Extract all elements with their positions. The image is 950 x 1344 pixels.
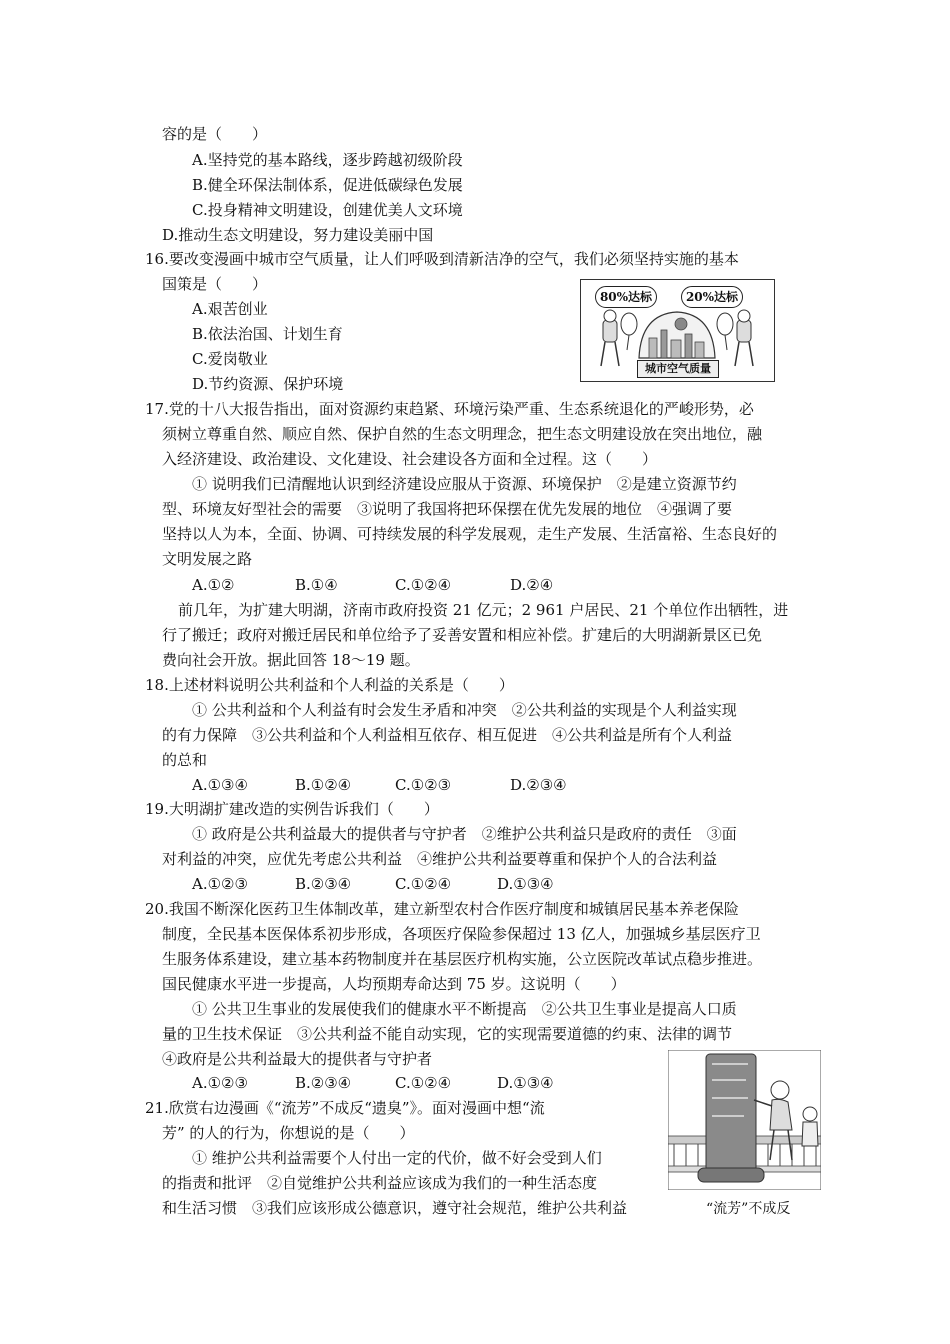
q15-option-b: B.健全环保法制体系，促进低碳绿色发展 — [192, 176, 463, 194]
q20-option-d: D.①③④ — [497, 1074, 554, 1092]
q21-statement-line1: ① 维护公共利益需要个人付出一定的代价，做不好会受到人们 — [192, 1149, 602, 1167]
cartoon-badge-80: 80%达标 — [595, 286, 657, 308]
q21-statement-line2: 的指责和批评 ②自觉维护公共利益应该成为我们的一种生活态度 — [162, 1174, 598, 1192]
q20-option-a: A.①②③ — [192, 1074, 248, 1092]
q17-option-b: B.①④ — [295, 576, 338, 594]
q21-statement-line3: 和生活习惯 ③我们应该形成公德意识，遵守社会规范，维护公共利益 — [162, 1199, 628, 1217]
cartoon-badge-20: 20%达标 — [681, 286, 743, 308]
q16-option-d: D.节约资源、保护环境 — [192, 375, 344, 393]
q20-stem-line3: 生服务体系建设，建立基本药物制度并在基层医疗机构实施，公立医院改革试点稳步推进。 — [162, 950, 763, 968]
q20-option-b: B.②③④ — [295, 1074, 352, 1092]
q18-stem: 18.上述材料说明公共利益和个人利益的关系是（ ） — [145, 676, 514, 694]
q19-option-a: A.①②③ — [192, 875, 248, 893]
q17-statement-line4: 文明发展之路 — [162, 550, 253, 568]
graffiti-cartoon-drawing — [668, 1050, 821, 1190]
material-line2: 行了搬迁；政府对搬迁居民和单位给予了妥善安置和相应补偿。扩建后的大明湖新景区已免 — [162, 626, 763, 644]
q19-option-b: B.②③④ — [295, 875, 352, 893]
q17-option-d: D.②④ — [510, 576, 554, 594]
q17-stem-line1: 17.党的十八大报告指出，面对资源约束趋紧、环境污染严重、生态系统退化的严峻形势，必 — [145, 400, 754, 418]
q20-stem-line2: 制度，全民基本医保体系初步形成，各项医疗保险参保超过 13 亿人，加强城乡基层医疗卫 — [162, 925, 761, 943]
q18-statement-line3: 的总和 — [162, 751, 208, 769]
q19-option-c: C.①②④ — [395, 875, 452, 893]
q17-option-c: C.①②④ — [395, 576, 452, 594]
q20-statement-line1: ① 公共卫生事业的发展使我们的健康水平不断提高 ②公共卫生事业是提高人口质 — [192, 1000, 737, 1018]
q17-statement-line1: ① 说明我们已清醒地认识到经济建设应服从于资源、环境保护 ②是建立资源节约 — [192, 475, 737, 493]
q19-statement-line1: ① 政府是公共利益最大的提供者与守护者 ②维护公共利益只是政府的责任 ③面 — [192, 825, 737, 843]
q16-option-b: B.依法治国、计划生育 — [192, 325, 343, 343]
q17-statement-line2: 型、环境友好型社会的需要 ③说明了我国将把环保摆在优先发展的地位 ④强调了要 — [162, 500, 733, 518]
q20-stem-line4: 国民健康水平进一步提高，人均预期寿命达到 75 岁。这说明（ ） — [162, 975, 626, 993]
q15-stem-tail: 容的是（ ） — [162, 125, 268, 143]
q18-option-d: D.②③④ — [510, 776, 567, 794]
q19-statement-line2: 对利益的冲突，应优先考虑公共利益 ④维护公共利益要尊重和保护个人的合法利益 — [162, 850, 718, 868]
material-line3: 费向社会开放。据此回答 18～19 题。 — [162, 651, 420, 669]
material-line1: 前几年，为扩建大明湖，济南市政府投资 21 亿元；2 961 户居民、21 个单位作出牺牲，进 — [178, 601, 789, 619]
q20-statement-line3: ④政府是公共利益最大的提供者与守护者 — [162, 1050, 433, 1068]
air-quality-cartoon — [580, 279, 775, 382]
q16-stem-line1: 16.要改变漫画中城市空气质量，让人们呼吸到清新洁净的空气，我们必须坚持实施的基本 — [145, 250, 739, 268]
graffiti-cartoon — [668, 1050, 821, 1190]
q17-statement-line3: 坚持以人为本，全面、协调、可持续发展的科学发展观，走生产发展、生活富裕、生态良好的 — [162, 525, 778, 543]
q18-option-a: A.①③④ — [192, 776, 248, 794]
q19-option-d: D.①③④ — [497, 875, 554, 893]
q16-stem-line2: 国策是（ ） — [162, 275, 268, 293]
q16-option-a: A.艰苦创业 — [192, 300, 268, 318]
q20-stem-line1: 20.我国不断深化医药卫生体制改革，建立新型农村合作医疗制度和城镇居民基本养老保险 — [145, 900, 739, 918]
q17-stem-line3: 入经济建设、政治建设、文化建设、社会建设各方面和全过程。这（ ） — [162, 450, 658, 468]
q18-option-b: B.①②④ — [295, 776, 352, 794]
q17-stem-line2: 须树立尊重自然、顺应自然、保护自然的生态文明理念，把生态文明建设放在突出地位，融 — [162, 425, 763, 443]
cartoon-caption: 城市空气质量 — [637, 360, 719, 378]
q15-option-c: C.投身精神文明建设，创建优美人文环境 — [192, 201, 463, 219]
q21-cartoon-caption: “流芳”不成反 — [706, 1201, 791, 1217]
q18-statement-line2: 的有力保障 ③公共利益和个人利益相互依存、相互促进 ④公共利益是所有个人利益 — [162, 726, 733, 744]
q15-option-d: D.推动生态文明建设，努力建设美丽中国 — [162, 226, 434, 244]
q19-stem: 19.大明湖扩建改造的实例告诉我们（ ） — [145, 800, 439, 818]
q17-option-a: A.①② — [192, 576, 235, 594]
q21-stem-line2: 芳” 的人的行为，你想说的是（ ） — [162, 1124, 415, 1142]
q21-stem-line1: 21.欣赏右边漫画《“流芳”不成反“遗臭”》。面对漫画中想“流 — [145, 1099, 545, 1117]
q15-option-a: A.坚持党的基本路线，逐步跨越初级阶段 — [192, 151, 463, 169]
q18-statement-line1: ① 公共利益和个人利益有时会发生矛盾和冲突 ②公共利益的实现是个人利益实现 — [192, 701, 737, 719]
q20-option-c: C.①②④ — [395, 1074, 452, 1092]
q20-statement-line2: 量的卫生技术保证 ③公共利益不能自动实现，它的实现需要道德的约束、法律的调节 — [162, 1025, 733, 1043]
q18-option-c: C.①②③ — [395, 776, 452, 794]
q16-option-c: C.爱岗敬业 — [192, 350, 268, 368]
